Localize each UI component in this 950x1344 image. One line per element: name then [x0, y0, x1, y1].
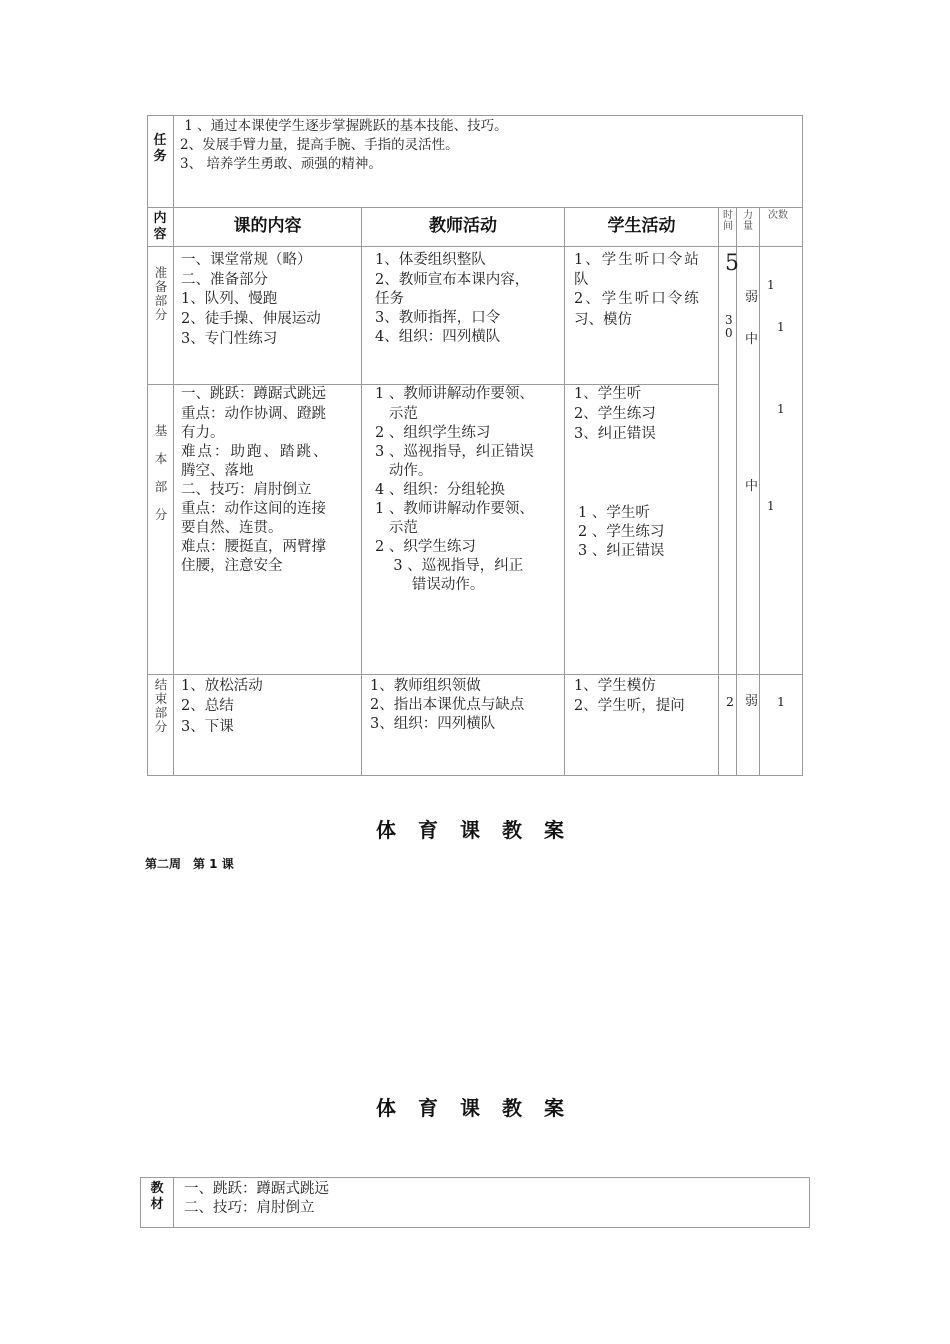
header-time: 时间 — [723, 210, 733, 232]
student-line: 2、学生听口令练 — [574, 291, 701, 307]
count-value: 1 — [767, 278, 775, 292]
teacher-line: 1、体委组织整队 — [375, 252, 486, 268]
content-line: 二、技巧：肩肘倒立 — [181, 482, 312, 498]
intensity-value: 中 — [745, 332, 759, 347]
time-value: 0 — [725, 326, 733, 340]
content-line: 要自然、连贯。 — [181, 520, 283, 536]
student-line: 队 — [574, 272, 589, 288]
time-value: 5 — [725, 251, 739, 276]
content-line: 重点：动作这间的连接 — [181, 501, 326, 517]
teacher-line: 任务 — [375, 291, 404, 307]
content-line: 3、下课 — [181, 719, 234, 735]
material-label: 教材 — [150, 1181, 164, 1212]
teacher-line: 3 、巡视指导，纠正错误 — [375, 444, 534, 460]
table-border — [147, 775, 803, 776]
student-line: 2、学生练习 — [574, 406, 656, 422]
table-border — [809, 1177, 810, 1228]
content-line: 二、准备部分 — [181, 272, 268, 288]
header-count: 次数 — [768, 210, 788, 221]
teacher-line: 3、教师指挥，口令 — [375, 310, 501, 326]
count-value: 1 — [777, 694, 785, 709]
content-line: 3、专门性练习 — [181, 331, 278, 347]
content-line: 重点：动作协调、蹬跳 — [181, 406, 326, 422]
teacher-line: 1、教师组织领做 — [370, 678, 481, 694]
table-border — [759, 207, 760, 776]
intensity-value: 弱 — [745, 694, 759, 709]
table-border — [147, 674, 803, 675]
header-teacher: 教师活动 — [429, 216, 497, 236]
teacher-line: 3 、巡视指导，纠正 — [375, 558, 524, 574]
table-border — [147, 115, 148, 776]
content-line: 2、徒手操、伸展运动 — [181, 311, 321, 327]
table-border — [736, 207, 737, 776]
table-border — [361, 207, 362, 776]
content-line: 2、总结 — [181, 698, 234, 714]
content-line: 1、放松活动 — [181, 678, 263, 694]
teacher-line: 1 、教师讲解动作要领、 — [375, 501, 534, 517]
teacher-line: 2、指出本课优点与缺点 — [370, 697, 525, 713]
teacher-line: 错误动作。 — [375, 577, 485, 593]
section-label-prep: 准备部分 — [154, 265, 168, 322]
teacher-line: 2 、织学生练习 — [375, 539, 476, 555]
table-border — [140, 1227, 810, 1228]
student-line: 3、纠正错误 — [574, 426, 656, 442]
student-line: 习、模仿 — [574, 312, 632, 328]
table-border — [147, 207, 803, 208]
table-border — [147, 115, 803, 116]
content-line: 一、课堂常规（略） — [181, 252, 312, 268]
student-line: 2、学生听，提问 — [574, 698, 685, 714]
table-border — [718, 207, 719, 776]
header-student: 学生活动 — [607, 216, 676, 236]
teacher-line: 4 、组织：分组轮换 — [375, 482, 505, 498]
header-intensity: 力量 — [743, 210, 753, 232]
task-item: 3、 培养学生勇敢、顽强的精神。 — [180, 156, 382, 172]
section-label-end: 结束部分 — [154, 677, 168, 734]
header-content: 课的内容 — [233, 216, 302, 236]
count-value: 1 — [777, 402, 785, 416]
intensity-value: 弱 — [745, 290, 759, 305]
content-line: 腾空、落地 — [181, 463, 254, 479]
task-label: 任务 — [153, 133, 167, 164]
teacher-line: 3、组织：四列横队 — [370, 716, 496, 732]
content-line: 1、队列、慢跑 — [181, 291, 278, 307]
teacher-line: 2 、组织学生练习 — [375, 425, 491, 441]
time-value: 2 — [726, 694, 734, 709]
page-title: 体育课教案 — [376, 818, 586, 842]
content-line: 住腰，注意安全 — [181, 558, 283, 574]
count-value: 1 — [777, 320, 785, 334]
student-line: 1、学生听口令站 — [574, 252, 701, 268]
task-item: 1 、通过本课使学生逐步掌握跳跃的基本技能、技巧。 — [180, 118, 508, 134]
intensity-value: 中 — [745, 479, 759, 494]
content-line: 难点：腰挺直，两臂撑 — [181, 539, 326, 555]
table-border — [802, 115, 803, 776]
student-line: 3 、纠正错误 — [578, 543, 665, 559]
teacher-line: 1 、教师讲解动作要领、 — [375, 386, 534, 402]
material-item: 一、跳跃：蹲踞式跳远 — [184, 1181, 329, 1197]
section-label-main: 基本部分 — [154, 423, 168, 522]
student-line: 1、学生听 — [574, 386, 642, 402]
table-border — [140, 1177, 141, 1228]
task-item: 2、发展手臂力量，提高手腕、手指的灵活性。 — [180, 137, 459, 153]
student-line: 1、学生模仿 — [574, 678, 656, 694]
teacher-line: 动作。 — [375, 463, 433, 479]
teacher-line: 示范 — [375, 406, 418, 422]
table-border — [140, 1177, 810, 1178]
student-line: 2 、学生练习 — [578, 524, 665, 540]
time-value: 3 — [725, 313, 733, 327]
student-line: 1 、学生听 — [578, 505, 650, 521]
material-item: 二、技巧：肩肘倒立 — [184, 1200, 315, 1216]
content-line: 一、跳跃：蹲踞式跳远 — [181, 386, 326, 402]
page-title: 体育课教案 — [376, 1096, 586, 1120]
teacher-line: 2、教师宣布本课内容， — [375, 272, 530, 288]
count-value: 1 — [767, 499, 775, 513]
content-line: 有力。 — [181, 425, 225, 441]
teacher-line: 示范 — [375, 520, 418, 536]
header-section: 内容 — [153, 211, 167, 242]
table-border — [147, 246, 803, 247]
content-line: 难点：助跑、踏跳、 — [181, 444, 330, 460]
table-border — [173, 1177, 174, 1228]
teacher-line: 4、组织：四列横队 — [375, 329, 501, 345]
week-info: 第二周 第 1 课 — [145, 857, 234, 871]
table-border — [564, 207, 565, 776]
